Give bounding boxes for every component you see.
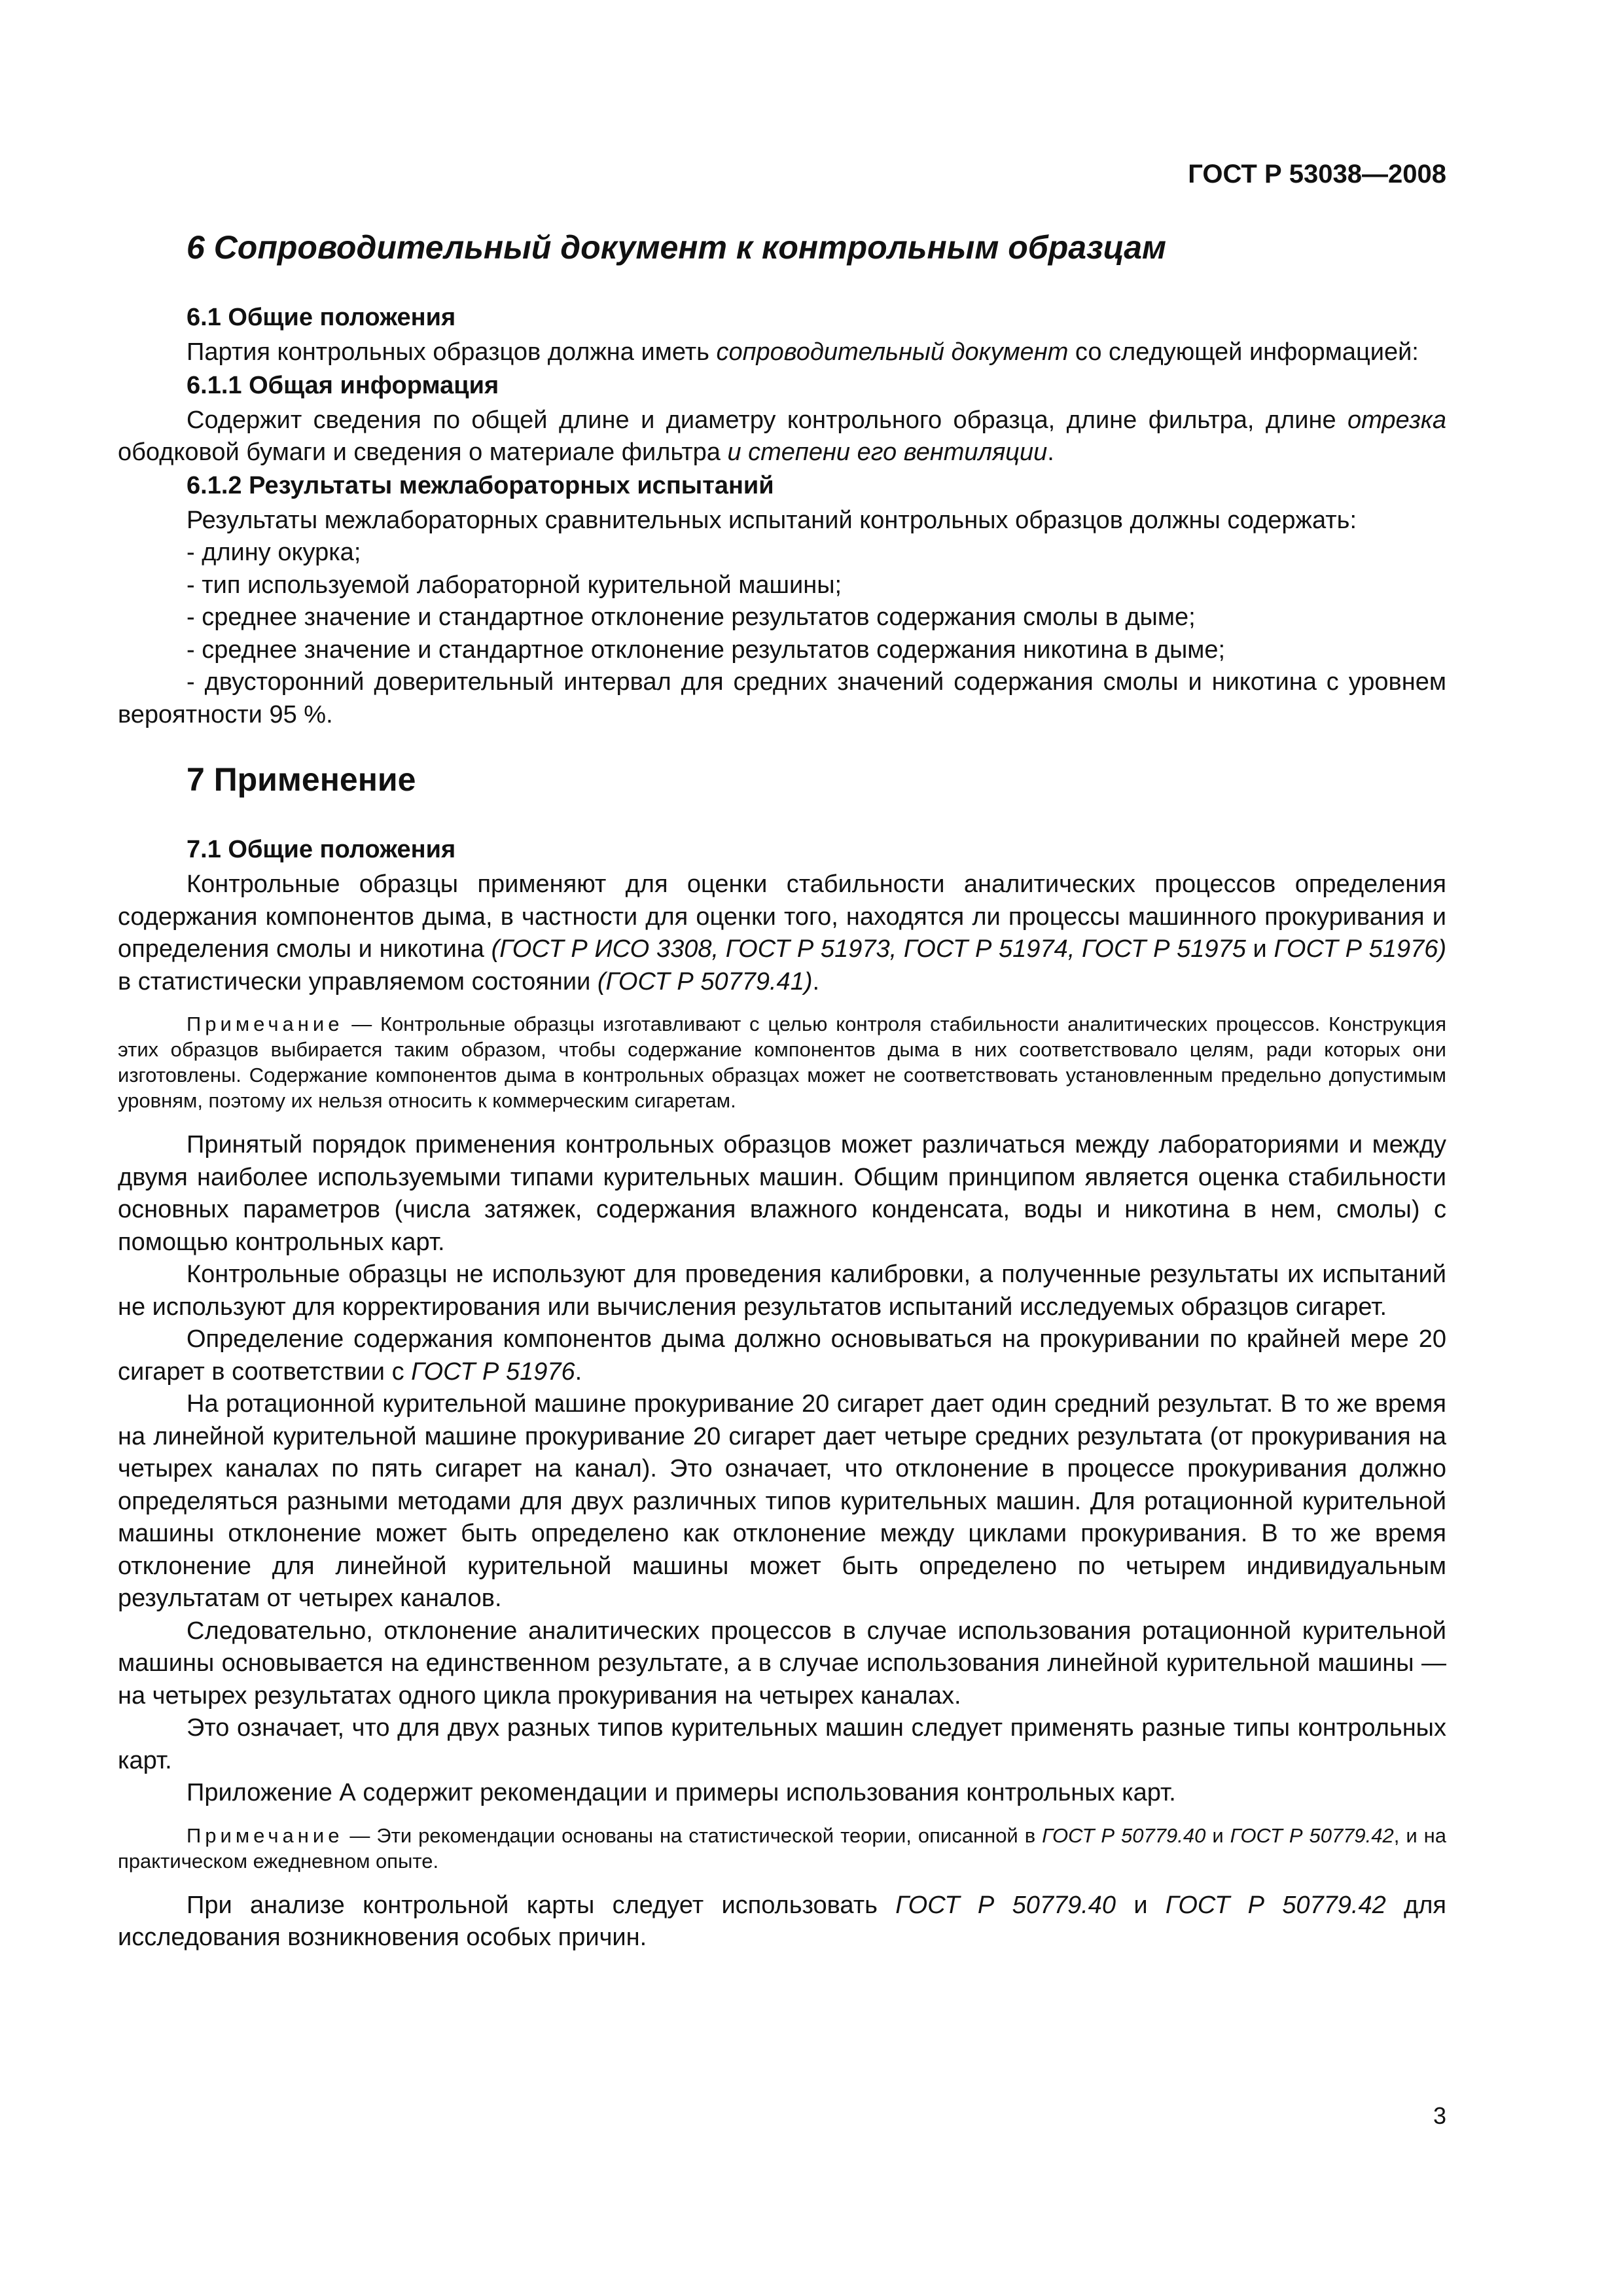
section-6-1-2-text: Результаты межлабораторных сравнительных испытаний контрольных образцов должны содержать: bbox=[187, 506, 1357, 534]
list-item: - двусторонний доверительный интервал для средних значений содержания смолы и никотина с уровнем вероятности 95 %. bbox=[118, 668, 1446, 728]
section-6-1-title: 6.1 Общие положения bbox=[187, 304, 456, 331]
list-item: - длину окурка; bbox=[187, 539, 361, 566]
section-7-1-title: 7.1 Общие положения bbox=[187, 836, 456, 863]
section-7-1-paragraph-8: Приложение А содержит рекомендации и примеры использования контрольных карт. bbox=[187, 1779, 1176, 1806]
section-7-1-paragraph-2: Принятый порядок применения контрольных образцов может различаться между лабораториями и между двумя наиболее используемыми типами курительных машин. Общим принципом является оценка стабильности основных параметров (числа затяжек, содержания влажного конденсата, воды и никотина в нем, смолы) с помощью контрольных карт. bbox=[118, 1131, 1446, 1256]
section-6-1-1-text: Содержит сведения по общей длине и диаметру контрольного образца, длине фильтра, длине отрезка ободковой бумаги и сведения о материале фильтра и степени его вентиляции. bbox=[118, 406, 1446, 466]
section-6-1-text: Партия контрольных образцов должна иметь сопроводительный документ со следующей информацией: bbox=[187, 338, 1419, 366]
document-page bbox=[118, 0, 1446, 2296]
list-item: - среднее значение и стандартное отклонение результатов содержания никотина в дыме; bbox=[187, 636, 1226, 664]
section-6-1-1-title: 6.1.1 Общая информация bbox=[187, 371, 499, 399]
section-7-1-paragraph-5: На ротационной курительной машине прокуривание 20 сигарет дает один средний результат. В то же время на линейной курительной машине прокуривание 20 сигарет дает четыре средних результата (от прокуривания на четырех каналах по пять сигарет на канал). Это означает, что отклонение в процессе прокуривания должно определяться разными методами для двух различных типов курительных машин. Для ротационной курительной машины отклонение может быть определено как отклонение между циклами прокуривания. В то же время отклонение для линейной курительной машины может быть определено по четырем индивидуальным результатам от четырех каналов. bbox=[118, 1390, 1446, 1612]
section-7-1-paragraph-3: Контрольные образцы не используют для проведения калибровки, а полученные результаты их испытаний не используют для корректирования или вычисления результатов испытаний исследуемых образцов сигарет. bbox=[118, 1261, 1446, 1321]
section-7-1-paragraph-6: Следовательно, отклонение аналитических процессов в случае использования ротационной курительной машины основывается на единственном результате, а в случае использования линейной курительной машины — на четырех результатах одного цикла прокуривания на четырех каналах. bbox=[118, 1617, 1446, 1710]
section-6-title: 6 Сопроводительный документ к контрольным образцам bbox=[187, 229, 1167, 266]
document-code-header: ГОСТ Р 53038—2008 bbox=[1188, 160, 1446, 188]
list-item: - среднее значение и стандартное отклонение результатов содержания смолы в дыме; bbox=[187, 603, 1196, 631]
note-label: Примечание bbox=[187, 1013, 344, 1035]
note-label: Примечание bbox=[187, 1823, 344, 1847]
section-7-1-paragraph-9: При анализе контрольной карты следует использовать ГОСТ Р 50779.40 и ГОСТ Р 50779.42 для исследования возникновения особых причин. bbox=[118, 1891, 1446, 1951]
note-2: Примечание — Эти рекомендации основаны на статистической теории, описанной в ГОСТ Р 50779.40 и ГОСТ Р 50779.42, и на практическом ежедневном опыте. bbox=[118, 1823, 1447, 1873]
section-7-1-paragraph-7: Это означает, что для двух разных типов курительных машин следует применять разные типы контрольных карт. bbox=[118, 1714, 1446, 1774]
section-7-title: 7 Применение bbox=[187, 761, 416, 798]
section-6-1-2-title: 6.1.2 Результаты межлабораторных испытаний bbox=[187, 471, 774, 499]
page-number: 3 bbox=[1433, 2102, 1446, 2129]
section-7-1-paragraph-1: Контрольные образцы применяют для оценки стабильности аналитических процессов определения содержания компонентов дыма, в частности для оценки того, находятся ли процессы машинного прокуривания и определения смолы и никотина (ГОСТ Р ИСО 3308, ГОСТ Р 51973, ГОСТ Р 51974, ГОСТ Р 51975 и ГОСТ Р 51976) в статистически управляемом состоянии (ГОСТ Р 50779.41). bbox=[118, 870, 1446, 996]
document-body bbox=[118, 228, 1446, 1954]
list-item: - тип используемой лабораторной курительной машины; bbox=[187, 571, 842, 599]
section-7-1-paragraph-4: Определение содержания компонентов дыма должно основываться на прокуривании по крайней мере 20 сигарет в соответствии с ГОСТ Р 51976. bbox=[118, 1325, 1446, 1386]
note-1: Примечание — Контрольные образцы изготавливают с целью контроля стабильности аналитических процессов. Конструкция этих образцов выбирается таким образом, чтобы содержание компонентов дыма в них соответствовало целям, ради которых они изготовлены. Содержание компонентов дыма в контрольных образцах может не соответствовать установленным предельно допустимым уровням, поэтому их нельзя относить к коммерческим сигаретам. bbox=[118, 1013, 1446, 1112]
